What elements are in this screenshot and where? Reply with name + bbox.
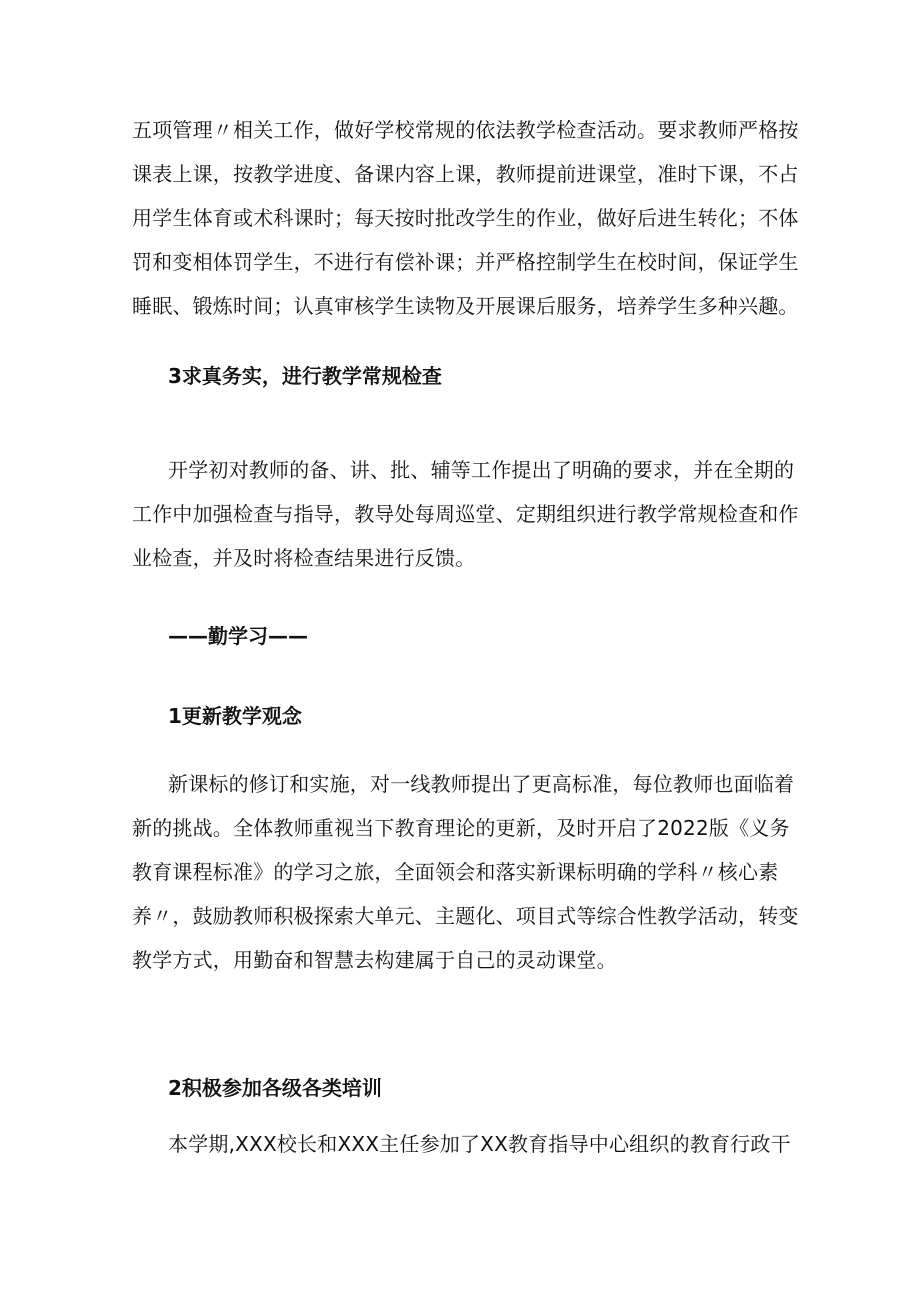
- paragraph-line: 课表上课，按教学进度、备课内容上课，教师提前进课堂，准时下课，不占: [132, 162, 799, 186]
- paragraph-line: 本学期,XXX校长和XXX主任参加了XX教育指导中心组织的教育行政干: [168, 1132, 791, 1156]
- paragraph-line: 开学初对教师的备、讲、批、辅等工作提出了明确的要求，并在全期的: [168, 458, 795, 482]
- paragraph-line: 教学方式，用勤奋和智慧去构建属于自己的灵动课堂。: [132, 948, 617, 972]
- paragraph-line: 用学生体育或术科课时；每天按时批改学生的作业，做好后进生转化；不体: [132, 206, 799, 230]
- paragraph-line: 新的挑战。全体教师重视当下教育理论的更新，及时开启了2022版《义务: [132, 816, 790, 840]
- paragraph-line: 业检查，并及时将检查结果进行反馈。: [132, 546, 476, 570]
- paragraph-line: 五项管理〃相关工作，做好学校常规的依法教学检查活动。要求教师严格按: [132, 118, 799, 142]
- section-heading-1: 1更新教学观念: [168, 704, 302, 728]
- section-heading-3: 3求真务实，进行教学常规检查: [168, 364, 442, 388]
- paragraph-line: 睡眠、锻炼时间；认真审核学生读物及开展课后服务，培养学生多种兴趣。: [132, 294, 799, 318]
- paragraph-line: 罚和变相体罚学生，不进行有偿补课；并严格控制学生在校时间，保证学生: [132, 250, 799, 274]
- paragraph-new-curriculum: [132, 762, 812, 982]
- paragraph-line: 教育课程标准》的学习之旅，全面领会和落实新课标明确的学科〃核心素: [132, 860, 779, 884]
- paragraph-inspection: [132, 448, 812, 580]
- paragraph-line: 工作中加强检查与指导，教导处每周巡堂、定期组织进行教学常规检查和作: [132, 502, 799, 526]
- paragraph-line: 养〃，鼓励教师积极探索大单元、主题化、项目式等综合性教学活动，转变: [132, 904, 799, 928]
- paragraph-five-management: [132, 108, 812, 328]
- paragraph-line: 新课标的修订和实施，对一线教师提出了更高标准，每位教师也面临着: [168, 772, 795, 796]
- section-heading-2: 2积极参加各级各类培训: [168, 1076, 382, 1100]
- paragraph-training: [132, 1122, 812, 1166]
- section-title: ——勤学习——: [168, 624, 308, 648]
